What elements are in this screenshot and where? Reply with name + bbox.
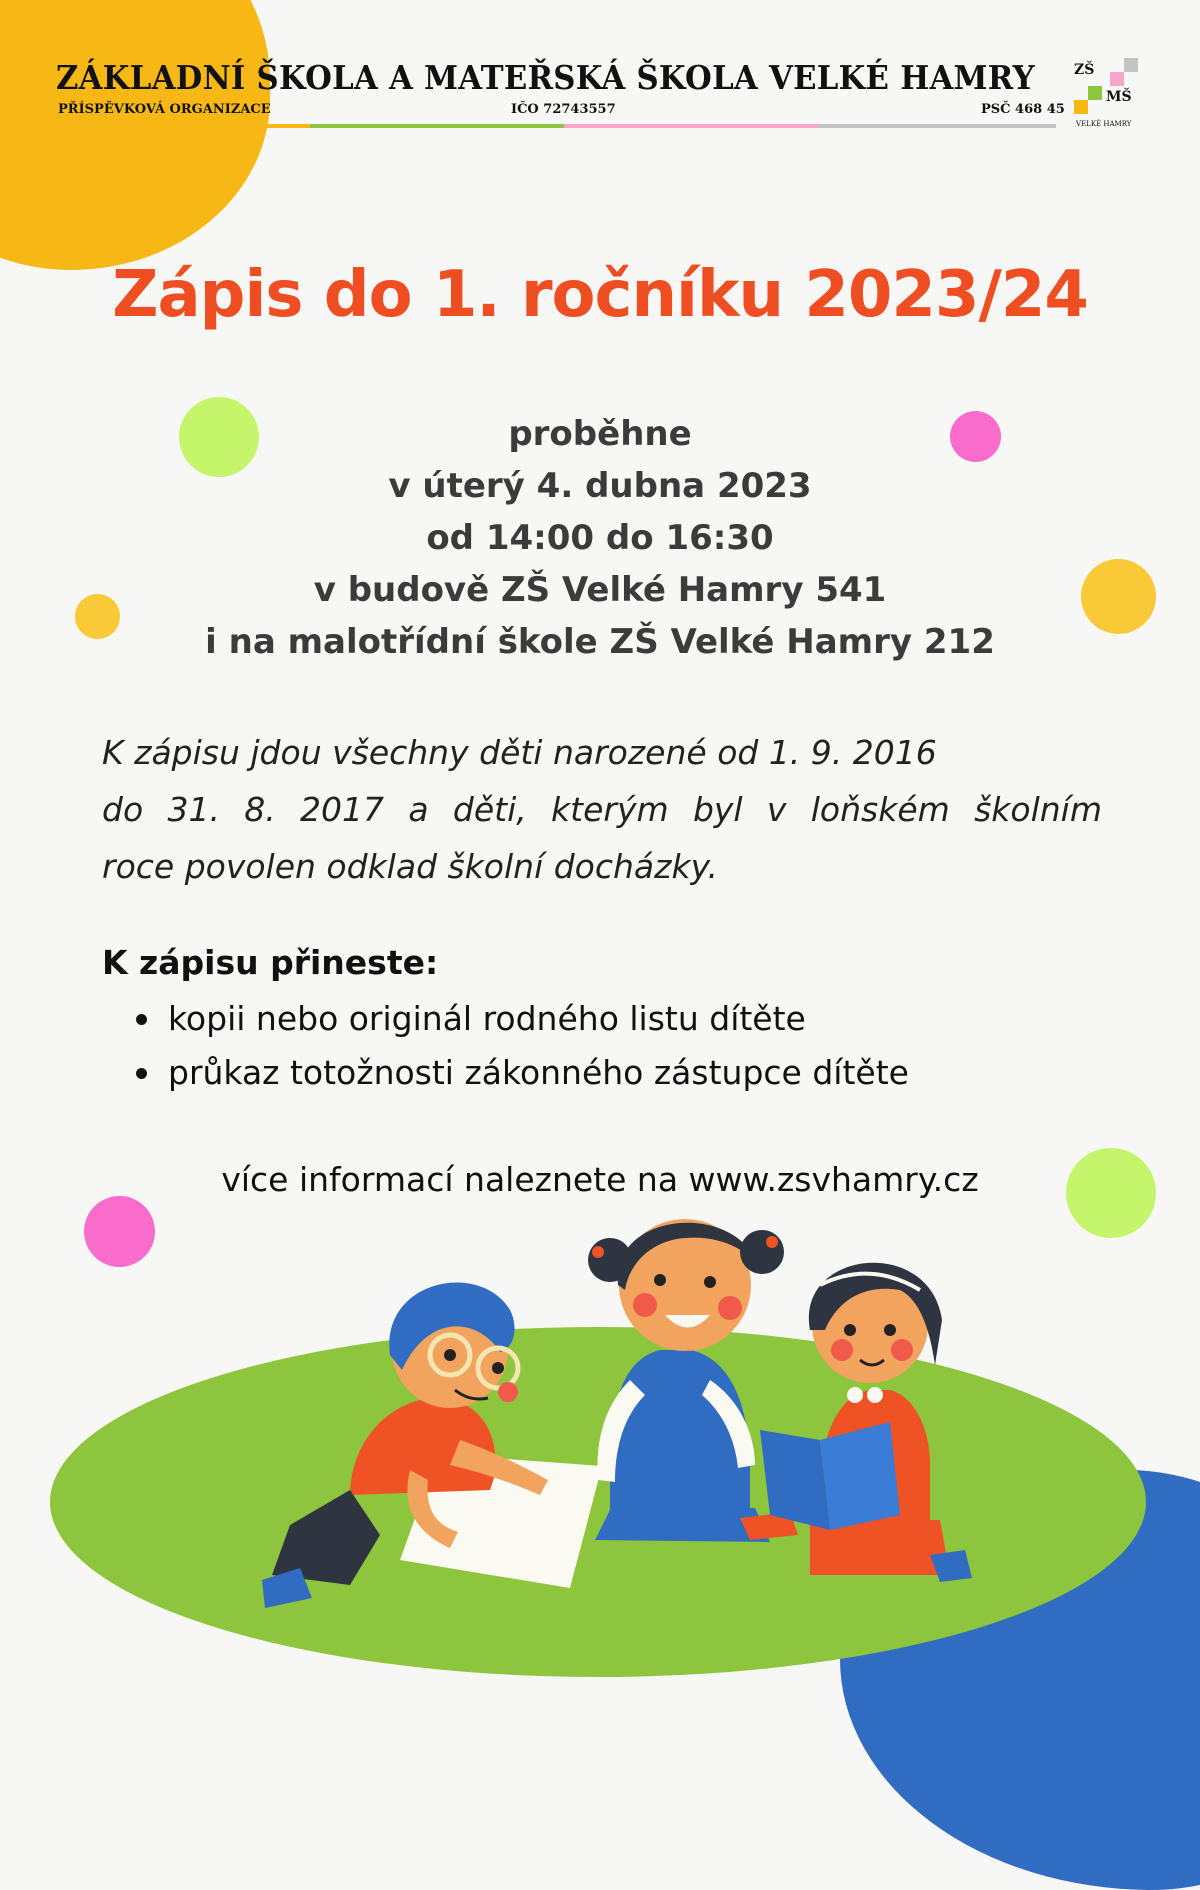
event-details — [0, 408, 1200, 668]
page-title: Zápis do 1. ročníku 2023/24 — [112, 258, 1088, 332]
list-item — [130, 1046, 909, 1100]
ico-number: IČO 72743557 — [511, 102, 616, 117]
bullet-icon — [136, 1014, 147, 1025]
event-location-main: v budově ZŠ Velké Hamry 541 — [313, 570, 887, 610]
list-item — [130, 992, 909, 1046]
event-intro: proběhne — [508, 414, 692, 454]
logo-square-pink — [1110, 72, 1124, 86]
event-time: od 14:00 do 16:30 — [426, 518, 774, 558]
bring-item-text: kopii nebo originál rodného listu dítěte — [168, 999, 806, 1038]
header-line-pink — [564, 124, 818, 128]
header-line-yellow — [56, 124, 310, 128]
eligibility-paragraph — [102, 724, 1102, 895]
header-line-grey — [818, 124, 1056, 128]
school-name: ZÁKLADNÍ ŠKOLA A MATEŘSKÁ ŠKOLA VELKÉ HAMRY — [56, 58, 1035, 97]
bring-item-text: průkaz totožnosti zákonného zástupce dítěte — [168, 1053, 909, 1092]
eligibility-line: K zápisu jdou všechny děti narozené od 1. 9. 2016 — [102, 733, 937, 772]
bullet-icon — [136, 1068, 147, 1079]
logo-square-green — [1088, 86, 1102, 100]
kids-reading-illustration — [50, 1190, 1150, 1690]
event-date: v úterý 4. dubna 2023 — [388, 466, 812, 506]
decorative-yellow-blob — [0, 0, 270, 270]
school-header — [56, 58, 1065, 132]
logo-text-zs: ZŠ — [1074, 62, 1095, 78]
school-logo — [1074, 58, 1144, 130]
event-location-branch: i na malotřídní škole ZŠ Velké Hamry 212 — [205, 622, 995, 662]
postal-code: PSČ 468 45 — [981, 102, 1065, 117]
bring-list — [130, 992, 909, 1100]
header-line-green — [310, 124, 564, 128]
grass-ellipse — [50, 1327, 1146, 1677]
logo-square-grey — [1124, 58, 1138, 72]
eligibility-line: do 31. 8. 2017 a děti, kterým byl v loňském školním — [102, 790, 1102, 829]
logo-square-yellow — [1074, 100, 1088, 114]
eligibility-line: roce povolen odklad školní docházky. — [102, 847, 719, 886]
logo-caption: VELKÉ HAMRY — [1076, 120, 1132, 128]
organization-type: PŘÍSPĚVKOVÁ ORGANIZACE — [58, 102, 271, 117]
logo-text-ms: MŠ — [1106, 89, 1132, 105]
bring-heading: K zápisu přineste: — [102, 943, 439, 982]
more-info-link[interactable]: více informací naleznete na www.zsvhamry.cz — [221, 1160, 979, 1199]
